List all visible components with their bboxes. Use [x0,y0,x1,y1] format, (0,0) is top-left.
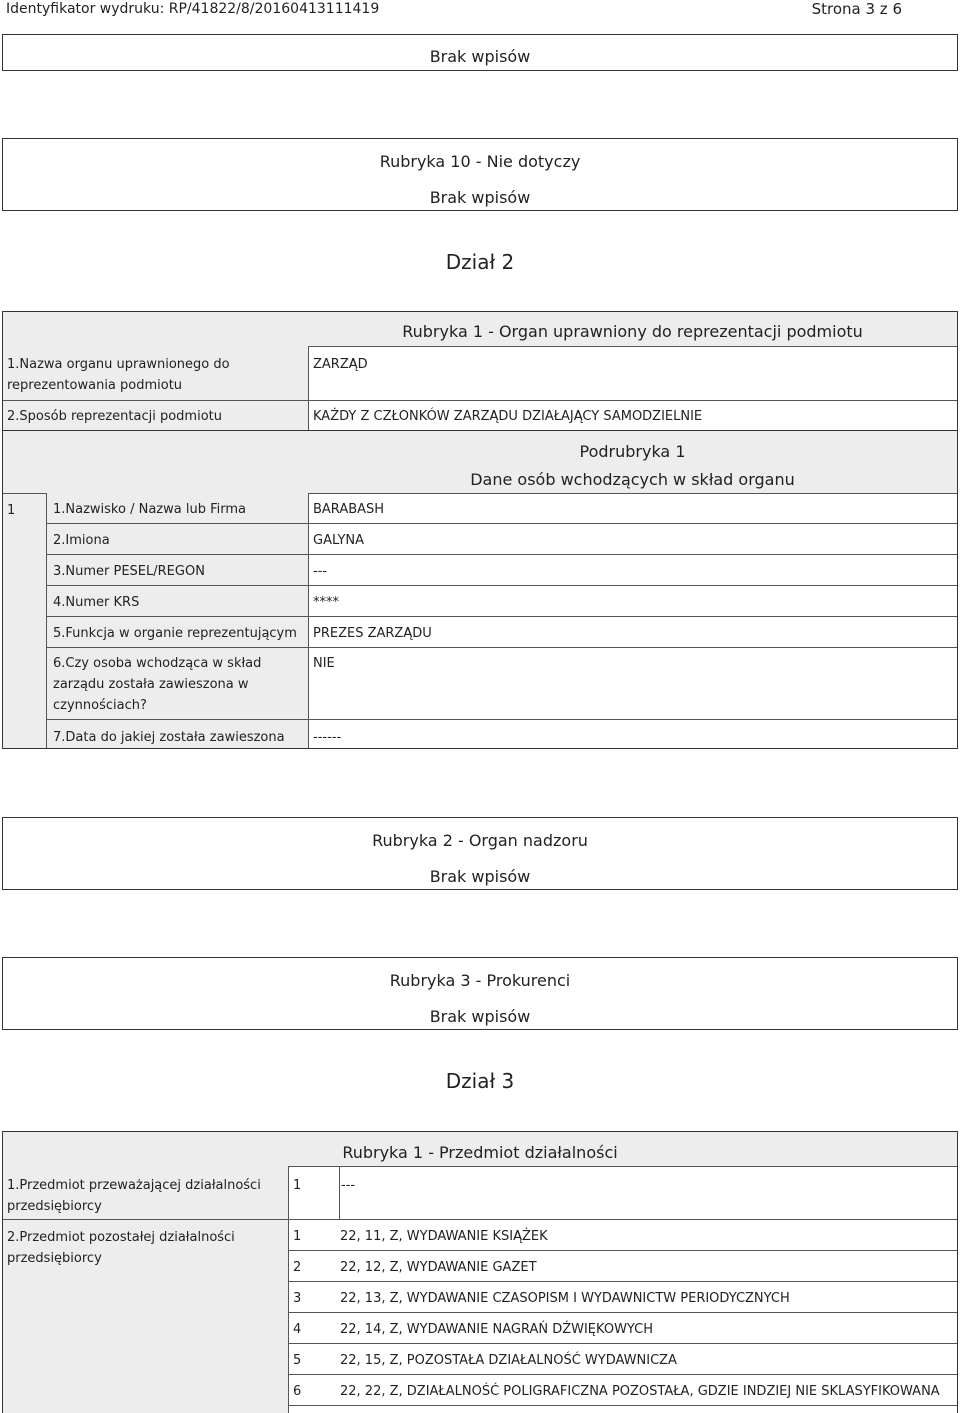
podrubryka-title: Podrubryka 1 [579,442,686,461]
activity-number: 4 [293,1322,302,1337]
field-function-value: PREZES ZARZĄDU [313,626,432,641]
activity-row [288,1251,957,1282]
activity-value: 22, 15, Z, POZOSTAŁA DZIAŁALNOŚĆ WYDAWNICZA [340,1353,677,1368]
main-activity-number: 1 [293,1178,302,1193]
empty-entry-label: Brak wpisów [429,47,531,66]
rubryka-przedmiot-table [2,1131,958,1413]
rubryka-2-box [2,817,958,890]
field-suspended-value: NIE [313,656,335,671]
rubryka-2-title: Rubryka 2 - Organ nadzoru [372,831,588,850]
activity-number: 2 [293,1260,302,1275]
previous-section-box [2,34,958,71]
activity-row [288,1282,957,1313]
activity-value: 22, 14, Z, WYDAWANIE NAGRAŃ DŹWIĘKOWYCH [340,1322,654,1337]
empty-entry-label: Brak wpisów [429,1007,531,1026]
field-names-value: GALYNA [313,533,365,548]
activity-number: 1 [293,1229,302,1244]
representation-label: 2.Sposób reprezentacji podmiotu [7,409,222,424]
empty-entry-label: Brak wpisów [429,188,531,207]
activity-row [288,1313,957,1344]
field-krs-label: 4.Numer KRS [53,595,140,610]
activity-number: 3 [293,1291,302,1306]
field-function-label: 5.Funkcja w organie reprezentującym [53,626,297,641]
person-values-column [308,493,957,748]
rubryka-1-organ-table [2,311,958,431]
representation-value: KAŻDY Z CZŁONKÓW ZARZĄDU DZIAŁAJĄCY SAMODZIELNIE [313,409,703,424]
field-krs-value: **** [313,595,339,610]
activity-row [288,1220,957,1251]
field-suspended-label: 6.Czy osoba wchodząca w skład zarządu została zawieszona w czynnościach? [53,656,262,713]
field-pesel-label: 3.Numer PESEL/REGON [53,564,205,579]
field-pesel-value: --- [313,564,328,579]
main-activity-value: --- [341,1178,356,1193]
organ-name-label: 1.Nazwa organu uprawnionego do reprezentowania podmiotu [7,357,230,393]
field-names-label: 2.Imiona [53,533,110,548]
print-identifier: Identyfikator wydruku: RP/41822/8/20160413111419 [6,1,380,17]
przedmiot-title: Rubryka 1 - Przedmiot działalności [342,1143,618,1162]
rubryka-3-box [2,957,958,1030]
field-suspended-date-value: ------ [313,730,342,745]
entry-number: 1 [7,503,16,518]
activity-value: 22, 22, Z, DZIAŁALNOŚĆ POLIGRAFICZNA POZOSTAŁA, GDZIE INDZIEJ NIE SKLASYFIKOWANA [340,1384,940,1399]
organ-name-value: ZARZĄD [313,357,368,372]
empty-entry-label: Brak wpisów [429,867,531,886]
activity-number: 6 [293,1384,302,1399]
dzial-2-heading: Dział 2 [445,250,515,274]
field-surname-value: BARABASH [313,502,385,517]
main-activity-label: 1.Przedmiot przeważającej działalności przedsiębiorcy [7,1178,261,1214]
field-suspended-date-label: 7.Data do jakiej została zawieszona [53,730,285,745]
podrubryka-subtitle: Dane osób wchodzących w skład organu [470,470,795,489]
activity-value: 22, 13, Z, WYDAWANIE CZASOPISM I WYDAWNICTW PERIODYCZNYCH [340,1291,790,1306]
entry-number-cell [3,493,47,748]
rubryka-10-box [2,138,958,211]
page-number: Strona 3 z 6 [811,0,902,18]
rubryka-1-title: Rubryka 1 - Organ uprawniony do reprezentacji podmiotu [402,322,863,341]
other-activity-label: 2.Przedmiot pozostałej działalności przedsiębiorcy [7,1230,235,1266]
activity-row [288,1375,957,1406]
podrubryka-1-table [2,430,958,749]
rubryka-10-title: Rubryka 10 - Nie dotyczy [379,152,581,171]
activity-value: 22, 11, Z, WYDAWANIE KSIĄŻEK [340,1229,548,1244]
rubryka-3-title: Rubryka 3 - Prokurenci [389,971,571,990]
field-surname-label: 1.Nazwisko / Nazwa lub Firma [53,502,246,517]
activity-number: 5 [293,1353,302,1368]
dzial-3-heading: Dział 3 [445,1069,515,1093]
activity-value: 22, 12, Z, WYDAWANIE GAZET [340,1260,537,1275]
activity-row [288,1344,957,1375]
